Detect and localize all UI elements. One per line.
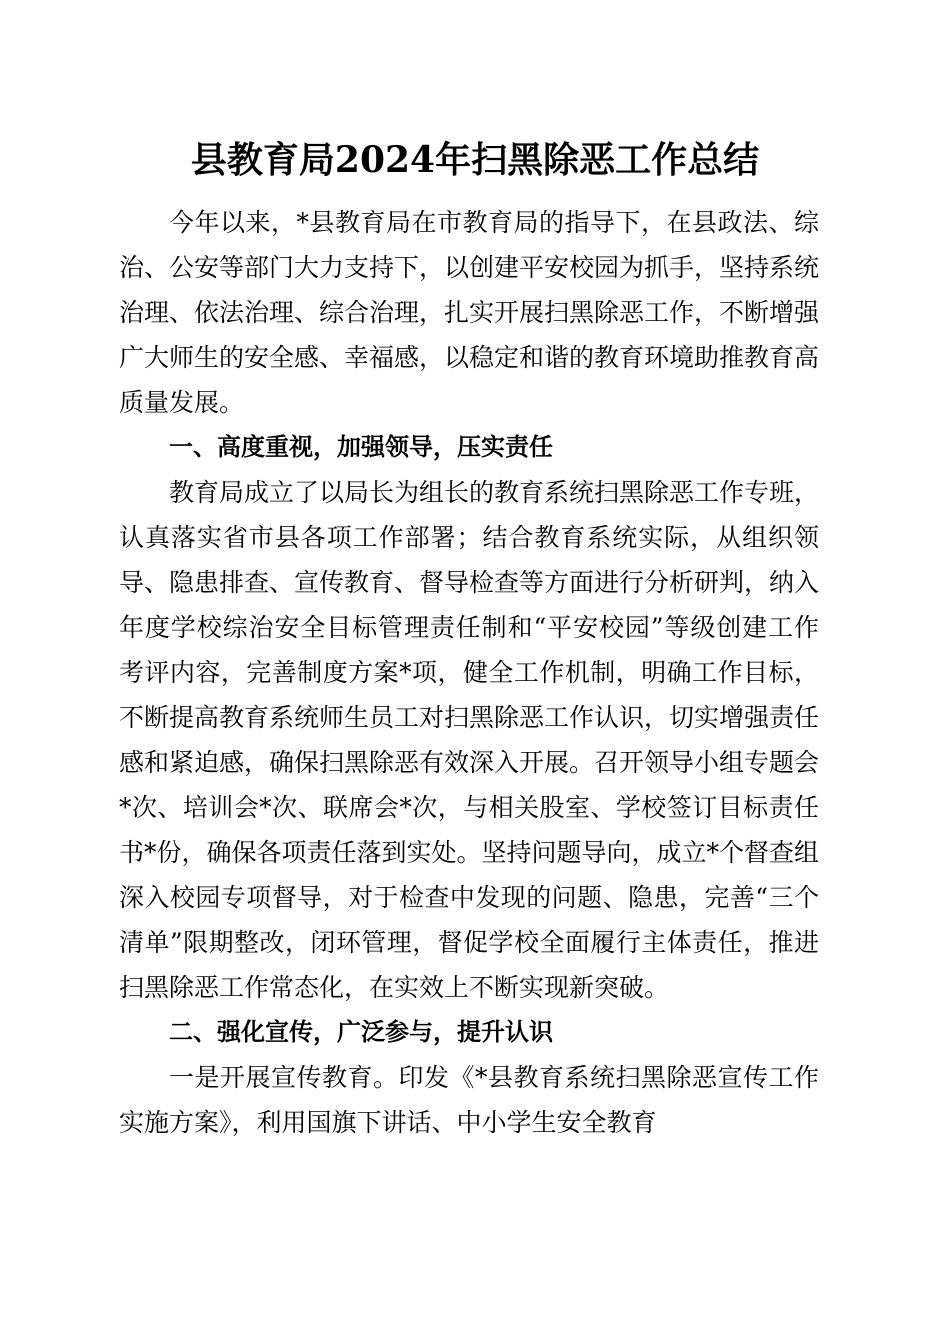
intro-paragraph: 今年以来，*县教育局在市教育局的指导下，在县政法、综治、公安等部门大力支持下，以创建平安校园为抓手，坚持系统治理、依法治理、综合治理，扎实开展扫黑除恶工作，不断增强广大师生的安全感、幸福感，以稳定和谐的教育环境助推教育高质量发展。 xyxy=(119,208,820,417)
document-title: 县教育局2024年扫黑除恶工作总结 xyxy=(190,139,760,181)
document-body xyxy=(119,200,819,1145)
section-1-paragraph: 教育局成立了以局长为组长的教育系统扫黑除恶工作专班，认真落实省市县各项工作部署；结合教育系统实际，从组织领导、隐患排查、宣传教育、督导检查等方面进行分析研判，纳入年度学校综治安全目标管理责任制和“平安校园”等级创建工作考评内容，完善制度方案*项，健全工作机制，明确工作目标，不断提高教育系统师生员工对扫黑除恶工作认识，切实增强责任感和紧迫感，确保扫黑除恶有效深入开展。召开领导小组专题会*次、培训会*次、联席会*次，与相关股室、学校签订目标责任书*份，确保各项责任落到实处。坚持问题导向，成立*个督查组深入校园专项督导，对于检查中发现的问题、隐患，完善“三个清单”限期整改，闭环管理，督促学校全面履行主体责任，推进扫黑除恶工作常态化，在实效上不断实现新突破。 xyxy=(119,478,820,1002)
section-1-heading: 一、高度重视，加强领导，压实责任 xyxy=(169,433,553,461)
section-2-heading: 二、强化宣传，广泛参与，提升认识 xyxy=(169,1018,553,1046)
section-2-paragraph: 一是开展宣传教育。印发《*县教育系统扫黑除恶宣传工作实施方案》，利用国旗下讲话、中小学生安全教育 xyxy=(119,1063,819,1137)
